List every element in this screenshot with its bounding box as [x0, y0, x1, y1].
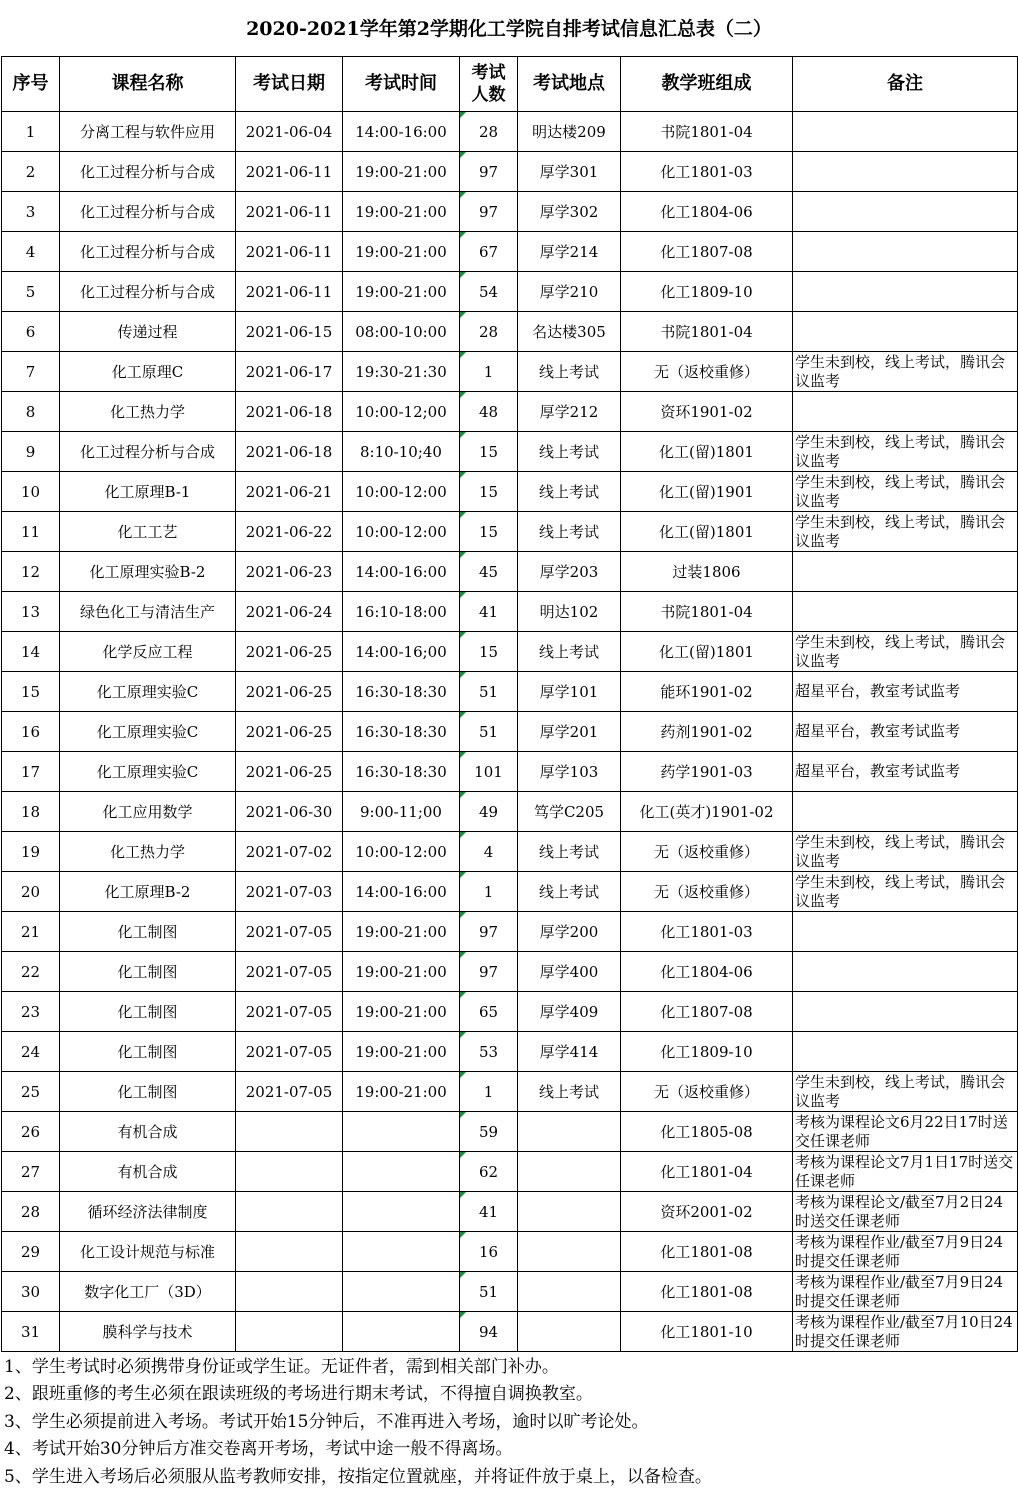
cell-no: 16: [2, 712, 60, 752]
cell-course: 化工应用数学: [60, 792, 236, 832]
cell-no: 20: [2, 872, 60, 912]
cell-count: 28: [460, 112, 518, 152]
cell-date: 2021-06-30: [236, 792, 343, 832]
cell-note: 考核为课程作业/截至7月9日24时提交任课老师: [793, 1272, 1018, 1312]
cell-time: 10:00-12:00: [343, 512, 460, 552]
cell-note: 考核为课程作业/截至7月9日24时提交任课老师: [793, 1232, 1018, 1272]
cell-count: 97: [460, 152, 518, 192]
table-row: [2, 232, 1018, 272]
cell-no: 9: [2, 432, 60, 472]
cell-time: 19:00-21:00: [343, 192, 460, 232]
table-row: [2, 912, 1018, 952]
cell-course: 化工原理实验C: [60, 752, 236, 792]
cell-note: [793, 912, 1018, 952]
cell-date: 2021-06-25: [236, 752, 343, 792]
table-row: [2, 1112, 1018, 1152]
cell-note: 学生未到校，线上考试，腾讯会议监考: [793, 832, 1018, 872]
cell-course: 化工制图: [60, 912, 236, 952]
cell-no: 5: [2, 272, 60, 312]
cell-date: 2021-06-04: [236, 112, 343, 152]
rule-1: 1、学生考试时必须携带身份证或学生证。无证件者，需到相关部门补办。: [4, 1357, 559, 1377]
cell-count: 62: [460, 1152, 518, 1192]
cell-note: 考核为课程论文7月1日17时送交任课老师: [793, 1152, 1018, 1192]
cell-place: [518, 1272, 621, 1312]
cell-count: 28: [460, 312, 518, 352]
table-row: [2, 1072, 1018, 1112]
cell-no: 22: [2, 952, 60, 992]
cell-class: 书院1801-04: [621, 112, 793, 152]
cell-time: 16:10-18:00: [343, 592, 460, 632]
cell-note: [793, 952, 1018, 992]
cell-no: 6: [2, 312, 60, 352]
cell-no: 4: [2, 232, 60, 272]
cell-no: 24: [2, 1032, 60, 1072]
cell-date: 2021-06-18: [236, 392, 343, 432]
cell-course: 化工制图: [60, 992, 236, 1032]
cell-class: 化工1807-08: [621, 992, 793, 1032]
table-row: [2, 1272, 1018, 1312]
cell-place: 线上考试: [518, 432, 621, 472]
cell-note: 考核为课程论文/截至7月2日24时送交任课老师: [793, 1192, 1018, 1232]
cell-note: 考核为课程论文6月22日17时送交任课老师: [793, 1112, 1018, 1152]
cell-place: 厚学400: [518, 952, 621, 992]
cell-no: 21: [2, 912, 60, 952]
cell-course: 分离工程与软件应用: [60, 112, 236, 152]
cell-place: 明达102: [518, 592, 621, 632]
cell-place: 线上考试: [518, 472, 621, 512]
cell-no: 30: [2, 1272, 60, 1312]
cell-place: 厚学101: [518, 672, 621, 712]
exam-rules: [4, 1354, 1014, 1491]
cell-time: [343, 1112, 460, 1152]
cell-course: 化工制图: [60, 952, 236, 992]
cell-class: 资环2001-02: [621, 1192, 793, 1232]
cell-no: 3: [2, 192, 60, 232]
cell-no: 1: [2, 112, 60, 152]
cell-place: 线上考试: [518, 632, 621, 672]
cell-date: 2021-06-23: [236, 552, 343, 592]
cell-time: [343, 1152, 460, 1192]
cell-note: 学生未到校，线上考试，腾讯会议监考: [793, 432, 1018, 472]
cell-note: 超星平台，教室考试监考: [793, 752, 1018, 792]
cell-course: 化工原理实验C: [60, 712, 236, 752]
cell-note: [793, 192, 1018, 232]
cell-note: 学生未到校，线上考试，腾讯会议监考: [793, 352, 1018, 392]
cell-note: [793, 112, 1018, 152]
cell-note: 学生未到校，线上考试，腾讯会议监考: [793, 1072, 1018, 1112]
cell-class: 能环1901-02: [621, 672, 793, 712]
cell-count: 94: [460, 1312, 518, 1352]
cell-class: 药学1901-03: [621, 752, 793, 792]
cell-time: [343, 1232, 460, 1272]
cell-count: 101: [460, 752, 518, 792]
table-row: [2, 712, 1018, 752]
cell-date: 2021-07-05: [236, 1032, 343, 1072]
cell-note: [793, 792, 1018, 832]
cell-time: 19:00-21:00: [343, 952, 460, 992]
cell-course: 绿色化工与清洁生产: [60, 592, 236, 632]
cell-place: [518, 1112, 621, 1152]
cell-time: 10:00-12;00: [343, 392, 460, 432]
cell-course: 化工原理B-2: [60, 872, 236, 912]
table-row: [2, 472, 1018, 512]
cell-note: [793, 272, 1018, 312]
cell-class: 过装1806: [621, 552, 793, 592]
cell-count: 51: [460, 672, 518, 712]
cell-no: 7: [2, 352, 60, 392]
cell-date: 2021-06-24: [236, 592, 343, 632]
cell-class: 化工1805-08: [621, 1112, 793, 1152]
table-row: [2, 152, 1018, 192]
cell-no: 13: [2, 592, 60, 632]
cell-time: 19:00-21:00: [343, 992, 460, 1032]
cell-count: 59: [460, 1112, 518, 1152]
cell-count: 1: [460, 352, 518, 392]
cell-place: 线上考试: [518, 832, 621, 872]
cell-place: 厚学414: [518, 1032, 621, 1072]
page-title: 2020-2021学年第2学期化工学院自排考试信息汇总表（二）: [246, 18, 772, 40]
cell-class: 化工1809-10: [621, 1032, 793, 1072]
cell-class: 化工1801-04: [621, 1152, 793, 1192]
cell-count: 51: [460, 1272, 518, 1312]
cell-no: 27: [2, 1152, 60, 1192]
cell-time: 14:00-16;00: [343, 632, 460, 672]
cell-class: 无（返校重修）: [621, 1072, 793, 1112]
cell-course: 化工过程分析与合成: [60, 272, 236, 312]
cell-time: 19:00-21:00: [343, 1072, 460, 1112]
cell-count: 48: [460, 392, 518, 432]
cell-date: 2021-06-25: [236, 632, 343, 672]
cell-date: [236, 1232, 343, 1272]
cell-place: 厚学210: [518, 272, 621, 312]
cell-no: 14: [2, 632, 60, 672]
cell-class: 化工(留)1901: [621, 472, 793, 512]
cell-note: [793, 232, 1018, 272]
cell-time: [343, 1312, 460, 1352]
cell-place: 笃学C205: [518, 792, 621, 832]
table-row: [2, 632, 1018, 672]
cell-place: 厚学214: [518, 232, 621, 272]
cell-course: 化工制图: [60, 1032, 236, 1072]
rule-5: 5、学生进入考场后必须服从监考教师安排，按指定位置就座，并将证件放于桌上，以备检查。: [4, 1466, 712, 1487]
cell-count: 49: [460, 792, 518, 832]
cell-place: 线上考试: [518, 1072, 621, 1112]
header-time: 考试时间: [343, 57, 460, 112]
cell-class: 无（返校重修）: [621, 352, 793, 392]
cell-date: 2021-06-11: [236, 192, 343, 232]
cell-time: 14:00-16:00: [343, 112, 460, 152]
cell-course: 有机合成: [60, 1112, 236, 1152]
table-row: [2, 392, 1018, 432]
table-row: [2, 512, 1018, 552]
cell-class: 化工(留)1801: [621, 632, 793, 672]
cell-class: 书院1801-04: [621, 592, 793, 632]
cell-time: 19:00-21:00: [343, 272, 460, 312]
cell-note: 考核为课程作业/截至7月10日24时提交任课老师: [793, 1312, 1018, 1352]
header-place: 考试地点: [518, 57, 621, 112]
cell-no: 10: [2, 472, 60, 512]
cell-date: 2021-06-18: [236, 432, 343, 472]
cell-time: 16:30-18:30: [343, 712, 460, 752]
cell-course: 循环经济法律制度: [60, 1192, 236, 1232]
cell-note: [793, 552, 1018, 592]
cell-date: 2021-06-11: [236, 152, 343, 192]
cell-place: [518, 1312, 621, 1352]
cell-no: 12: [2, 552, 60, 592]
table-row: [2, 312, 1018, 352]
header-date: 考试日期: [236, 57, 343, 112]
cell-note: [793, 312, 1018, 352]
cell-course: 化工设计规范与标准: [60, 1232, 236, 1272]
cell-class: 化工1801-10: [621, 1312, 793, 1352]
cell-class: 化工1801-03: [621, 152, 793, 192]
cell-class: 化工1801-08: [621, 1272, 793, 1312]
cell-place: 厚学203: [518, 552, 621, 592]
cell-count: 45: [460, 552, 518, 592]
cell-class: 化工1804-06: [621, 952, 793, 992]
cell-course: 化学反应工程: [60, 632, 236, 672]
cell-no: 25: [2, 1072, 60, 1112]
cell-place: [518, 1232, 621, 1272]
cell-class: 化工1809-10: [621, 272, 793, 312]
cell-course: 化工过程分析与合成: [60, 192, 236, 232]
cell-count: 65: [460, 992, 518, 1032]
cell-note: [793, 992, 1018, 1032]
cell-place: 厚学409: [518, 992, 621, 1032]
cell-class: 药剂1901-02: [621, 712, 793, 752]
cell-no: 29: [2, 1232, 60, 1272]
cell-course: 化工过程分析与合成: [60, 152, 236, 192]
cell-count: 41: [460, 592, 518, 632]
cell-time: 19:00-21:00: [343, 232, 460, 272]
cell-count: 15: [460, 512, 518, 552]
cell-no: 23: [2, 992, 60, 1032]
header-count: 考试人数: [460, 57, 518, 112]
cell-note: [793, 592, 1018, 632]
cell-date: [236, 1272, 343, 1312]
table-row: [2, 992, 1018, 1032]
cell-note: 学生未到校，线上考试，腾讯会议监考: [793, 872, 1018, 912]
cell-no: 17: [2, 752, 60, 792]
cell-note: 学生未到校，线上考试，腾讯会议监考: [793, 632, 1018, 672]
cell-count: 1: [460, 1072, 518, 1112]
cell-place: 厚学212: [518, 392, 621, 432]
cell-class: 化工1807-08: [621, 232, 793, 272]
cell-class: 化工(英才)1901-02: [621, 792, 793, 832]
cell-place: [518, 1152, 621, 1192]
cell-date: [236, 1112, 343, 1152]
cell-time: 19:30-21:30: [343, 352, 460, 392]
cell-course: 化工热力学: [60, 832, 236, 872]
table-row: [2, 1192, 1018, 1232]
header-note: 备注: [793, 57, 1018, 112]
cell-time: [343, 1192, 460, 1232]
table-row: [2, 752, 1018, 792]
cell-count: 97: [460, 192, 518, 232]
cell-date: 2021-07-05: [236, 992, 343, 1032]
cell-class: 无（返校重修）: [621, 832, 793, 872]
cell-no: 28: [2, 1192, 60, 1232]
cell-count: 97: [460, 952, 518, 992]
cell-no: 19: [2, 832, 60, 872]
cell-course: 膜科学与技术: [60, 1312, 236, 1352]
cell-time: [343, 1272, 460, 1312]
cell-count: 15: [460, 632, 518, 672]
table-row: [2, 952, 1018, 992]
cell-date: 2021-06-11: [236, 232, 343, 272]
exam-table: [1, 56, 1018, 1352]
cell-note: 学生未到校，线上考试，腾讯会议监考: [793, 472, 1018, 512]
cell-count: 51: [460, 712, 518, 752]
cell-place: 厚学302: [518, 192, 621, 232]
cell-date: [236, 1312, 343, 1352]
cell-class: 化工1801-03: [621, 912, 793, 952]
cell-date: 2021-06-11: [236, 272, 343, 312]
cell-course: 化工热力学: [60, 392, 236, 432]
cell-no: 2: [2, 152, 60, 192]
cell-count: 53: [460, 1032, 518, 1072]
cell-course: 化工制图: [60, 1072, 236, 1112]
cell-date: 2021-06-25: [236, 672, 343, 712]
cell-date: [236, 1192, 343, 1232]
cell-count: 4: [460, 832, 518, 872]
cell-course: 化工工艺: [60, 512, 236, 552]
table-row: [2, 672, 1018, 712]
cell-note: 学生未到校，线上考试，腾讯会议监考: [793, 512, 1018, 552]
cell-class: 书院1801-04: [621, 312, 793, 352]
cell-class: 资环1901-02: [621, 392, 793, 432]
cell-course: 有机合成: [60, 1152, 236, 1192]
table-row: [2, 272, 1018, 312]
cell-date: 2021-06-17: [236, 352, 343, 392]
table-row: [2, 432, 1018, 472]
cell-no: 8: [2, 392, 60, 432]
cell-time: 19:00-21:00: [343, 152, 460, 192]
table-row: [2, 1232, 1018, 1272]
cell-count: 54: [460, 272, 518, 312]
cell-date: 2021-07-05: [236, 912, 343, 952]
cell-time: 14:00-16:00: [343, 552, 460, 592]
cell-count: 41: [460, 1192, 518, 1232]
cell-time: 8:10-10;40: [343, 432, 460, 472]
cell-date: 2021-06-15: [236, 312, 343, 352]
cell-date: 2021-06-22: [236, 512, 343, 552]
cell-note: [793, 152, 1018, 192]
table-row: [2, 592, 1018, 632]
table-row: [2, 1032, 1018, 1072]
cell-no: 18: [2, 792, 60, 832]
cell-time: 19:00-21:00: [343, 1032, 460, 1072]
cell-place: 明达楼209: [518, 112, 621, 152]
cell-count: 97: [460, 912, 518, 952]
header-row: [2, 57, 1018, 112]
cell-note: 超星平台，教室考试监考: [793, 672, 1018, 712]
cell-class: 化工(留)1801: [621, 432, 793, 472]
cell-course: 化工原理C: [60, 352, 236, 392]
cell-time: 10:00-12:00: [343, 832, 460, 872]
table-row: [2, 1152, 1018, 1192]
rule-4: 4、考试开始30分钟后方准交卷离开考场，考试中途一般不得离场。: [4, 1439, 513, 1460]
rule-2: 2、跟班重修的考生必须在跟读班级的考场进行期末考试，不得擅自调换教室。: [4, 1384, 593, 1405]
table-row: [2, 1312, 1018, 1352]
table-row: [2, 792, 1018, 832]
cell-time: 9:00-11;00: [343, 792, 460, 832]
cell-time: 08:00-10:00: [343, 312, 460, 352]
cell-count: 15: [460, 432, 518, 472]
cell-no: 15: [2, 672, 60, 712]
cell-time: 14:00-16:00: [343, 872, 460, 912]
header-no: 序号: [2, 57, 60, 112]
rule-3: 3、学生必须提前进入考场。考试开始15分钟后，不准再进入考场，逾时以旷考论处。: [4, 1411, 649, 1432]
cell-count: 1: [460, 872, 518, 912]
cell-course: 数字化工厂（3D）: [60, 1272, 236, 1312]
cell-place: 厚学201: [518, 712, 621, 752]
cell-count: 67: [460, 232, 518, 272]
cell-date: 2021-07-02: [236, 832, 343, 872]
cell-course: 化工过程分析与合成: [60, 232, 236, 272]
table-row: [2, 872, 1018, 912]
cell-no: 11: [2, 512, 60, 552]
cell-count: 15: [460, 472, 518, 512]
cell-date: 2021-06-21: [236, 472, 343, 512]
cell-date: 2021-07-05: [236, 1072, 343, 1112]
cell-place: 厚学301: [518, 152, 621, 192]
cell-date: [236, 1152, 343, 1192]
table-row: [2, 112, 1018, 152]
cell-place: 线上考试: [518, 512, 621, 552]
table-row: [2, 352, 1018, 392]
cell-place: [518, 1192, 621, 1232]
cell-time: 16:30-18:30: [343, 672, 460, 712]
cell-course: 化工原理实验B-2: [60, 552, 236, 592]
cell-date: 2021-07-05: [236, 952, 343, 992]
cell-date: 2021-07-03: [236, 872, 343, 912]
cell-note: 超星平台，教室考试监考: [793, 712, 1018, 752]
cell-class: 无（返校重修）: [621, 872, 793, 912]
cell-place: 厚学200: [518, 912, 621, 952]
header-class: 教学班组成: [621, 57, 793, 112]
table-row: [2, 552, 1018, 592]
cell-no: 31: [2, 1312, 60, 1352]
cell-place: 线上考试: [518, 872, 621, 912]
cell-place: 名达楼305: [518, 312, 621, 352]
cell-place: 厚学103: [518, 752, 621, 792]
cell-class: 化工1804-06: [621, 192, 793, 232]
cell-course: 化工原理B-1: [60, 472, 236, 512]
cell-time: 10:00-12:00: [343, 472, 460, 512]
table-row: [2, 192, 1018, 232]
cell-date: 2021-06-25: [236, 712, 343, 752]
cell-course: 化工过程分析与合成: [60, 432, 236, 472]
cell-class: 化工1801-08: [621, 1232, 793, 1272]
cell-no: 26: [2, 1112, 60, 1152]
cell-note: [793, 392, 1018, 432]
cell-time: 16:30-18:30: [343, 752, 460, 792]
cell-note: [793, 1032, 1018, 1072]
cell-course: 传递过程: [60, 312, 236, 352]
cell-count: 16: [460, 1232, 518, 1272]
table-row: [2, 832, 1018, 872]
cell-time: 19:00-21:00: [343, 912, 460, 952]
cell-place: 线上考试: [518, 352, 621, 392]
cell-class: 化工(留)1801: [621, 512, 793, 552]
header-course: 课程名称: [60, 57, 236, 112]
cell-course: 化工原理实验C: [60, 672, 236, 712]
